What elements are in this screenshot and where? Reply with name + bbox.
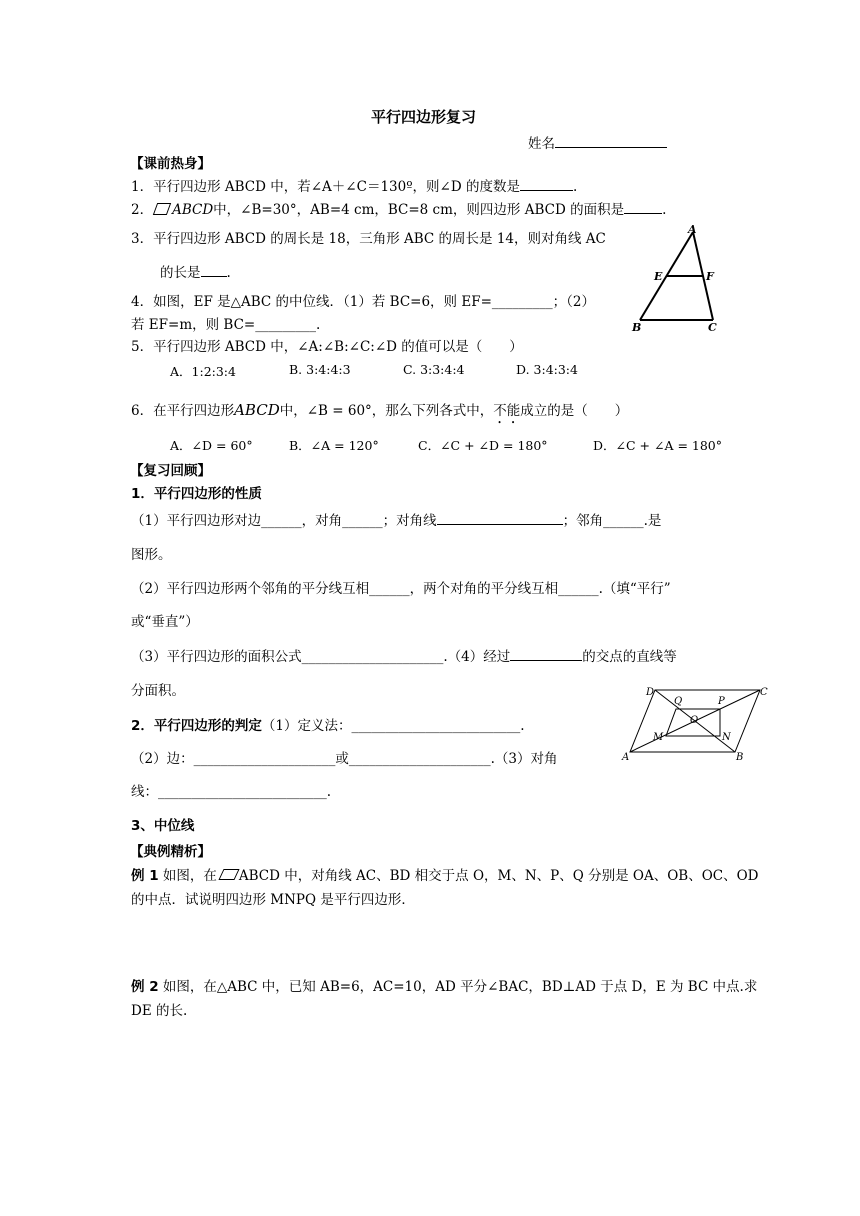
criteria-title: 2．平行四边形的判定 [131, 718, 262, 734]
question-4-line1: 4．如图，EF 是△ABC 的中位线．（1）若 BC=6，则 EF=_________；（2） [131, 294, 595, 310]
review-bisector-line1: （2）平行四边形两个邻角的平分线互相______，两个对角的平分线互相______.（填“平行” [131, 581, 671, 597]
question-6-post: 成立的是（ ） [520, 403, 629, 419]
question-3-line1: 3．平行四边形 ABCD 的周长是 18，三角形 ABC 的周长是 14，则对角线 AC [131, 231, 606, 247]
fig2-label-d: D [646, 687, 655, 698]
fig2-label-q: Q [674, 696, 683, 707]
question-2-number: 2． [131, 202, 154, 218]
properties-text-2: ；邻角______.是 [562, 513, 662, 529]
example-1-text: ABCD 中，对角线 AC、BD 相交于点 O，M、N、P、Q 分别是 OA、OB、OC、OD [238, 868, 759, 884]
parallelogram-figure [620, 684, 770, 764]
intersection-blank [510, 648, 582, 661]
question-5-option-b: B. 3:4:4:3 [289, 362, 351, 377]
example-2-line1 [131, 975, 757, 995]
question-2 [131, 198, 666, 218]
question-5-option-c: C. 3:3:4:4 [403, 362, 465, 377]
criteria-definition: （1）定义法：_________________________. [261, 718, 525, 734]
review-criteria [131, 714, 525, 734]
question-2-shape: ABCD [172, 202, 214, 218]
review-properties-line2: 图形。 [131, 547, 172, 563]
question-3-line2 [160, 261, 231, 281]
question-3-blank [201, 264, 227, 277]
fig1-label-b: B [632, 321, 642, 334]
example-1-line1 [131, 864, 758, 884]
fig2-label-p: P [718, 696, 725, 707]
fig2-label-m: M [653, 732, 664, 743]
question-6-shape: ABCD [234, 401, 280, 419]
name-blank [555, 135, 667, 148]
fig2-label-b: B [736, 752, 744, 763]
page-title: 平行四边形复习 [371, 108, 477, 126]
question-6 [131, 399, 628, 427]
fig2-label-a: A [622, 752, 630, 763]
question-6-option-b: B．∠A = 120° [289, 438, 379, 453]
midline-title: 3、中位线 [131, 818, 195, 834]
parallelogram-icon [218, 869, 239, 880]
question-5-option-d: D. 3:4:3:4 [516, 362, 578, 377]
fig1-label-f: F [706, 270, 714, 283]
question-1-text: 1．平行四边形 ABCD 中，若∠A＋∠C＝130º，则∠D 的度数是 [131, 179, 520, 195]
review-criteria-line2: （2）边：_____________________或_____________________.（3）对角 [131, 751, 558, 767]
review-criteria-line3: 线：_________________________. [131, 784, 332, 800]
example-1-line2: 的中点．试说明四边形 MNPQ 是平行四边形． [131, 892, 415, 908]
fig1-label-a: A [688, 223, 697, 236]
question-5: 5．平行四边形 ABCD 中，∠A:∠B:∠C:∠D 的值可以是（ ） [131, 339, 523, 355]
question-2-blank [624, 201, 662, 214]
question-4-line2: 若 EF=m，则 BC=_________. [131, 317, 321, 333]
fig1-label-e: E [654, 270, 663, 283]
question-6-option-a: A．∠D = 60° [170, 438, 253, 453]
example-1-pre: 如图，在 [158, 868, 217, 884]
question-1 [131, 175, 577, 195]
name-label: 姓名 [528, 136, 555, 152]
triangle-figure [626, 222, 736, 337]
question-2-text: 中，∠B=30°，AB=4 cm，BC=8 cm，则四边形 ABCD 的面积是 [213, 202, 625, 218]
question-6-option-c: C．∠C + ∠D = 180° [418, 438, 548, 453]
review-properties-line1 [131, 509, 661, 529]
question-6-pre: 6．在平行四边形 [131, 403, 235, 419]
review-properties-title: 1．平行四边形的性质 [131, 486, 262, 502]
review-bisector-line2: 或“垂直”） [131, 614, 199, 630]
question-1-end: . [573, 179, 578, 195]
question-6-mid: 中，∠B = 60°，那么下列各式中， [279, 403, 494, 419]
fig2-label-n: N [722, 732, 731, 743]
properties-text-1: （1）平行四边形对边______，对角______；对角线 [131, 513, 437, 529]
area-text-1: （3）平行四边形的面积公式_____________________.（4）经过 [131, 649, 511, 665]
question-3-end: . [226, 265, 231, 281]
example-2-line2: DE 的长. [131, 1003, 188, 1019]
question-5-option-a: A．1:2:3:4 [170, 364, 236, 379]
question-6-emphasis: 不能 [493, 403, 521, 419]
example-2-text: 如图，在△ABC 中，已知 AB=6，AC=10，AD 平分∠BAC，BD⊥AD 于点 D，E 为 BC 中点.求 [158, 979, 758, 995]
fig1-label-c: C [708, 321, 717, 334]
review-area-line1 [131, 645, 677, 665]
review-area-line2: 分面积。 [131, 683, 185, 699]
fig2-label-c: C [760, 687, 768, 698]
example-1-label: 例 1 [131, 868, 159, 884]
question-6-option-d: D．∠C + ∠A = 180° [593, 438, 723, 453]
area-text-2: 的交点的直线等 [582, 649, 677, 665]
example-2-label: 例 2 [131, 979, 159, 995]
review-heading: 【复习回顾】 [130, 463, 211, 479]
question-1-blank [520, 178, 573, 191]
warmup-heading: 【课前热身】 [130, 156, 211, 172]
examples-heading: 【典例精析】 [130, 844, 211, 860]
name-field [528, 132, 667, 152]
fig2-label-o: O [690, 715, 699, 726]
diagonals-blank [437, 512, 563, 525]
question-2-end: . [662, 202, 667, 218]
question-3-text: 的长是 [160, 265, 201, 281]
parallelogram-icon [153, 203, 171, 215]
